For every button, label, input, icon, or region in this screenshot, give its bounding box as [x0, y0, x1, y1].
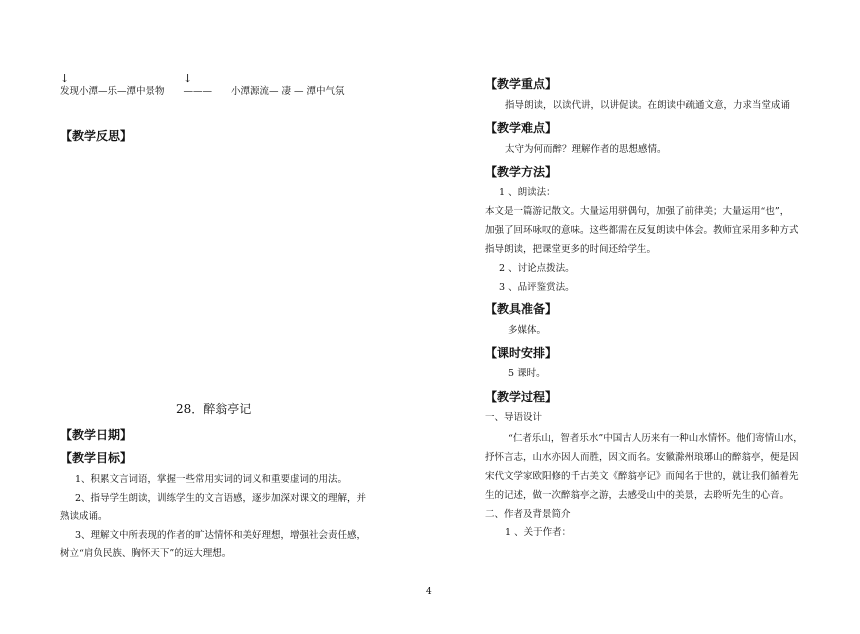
tools-text: 多媒体。: [508, 325, 547, 336]
goal-3-line-1: 3、理解文中所表现的作者的旷达情怀和美好理想，增强社会责任感，: [75, 530, 367, 541]
process-heading: 【教学过程】: [485, 390, 558, 404]
hours-heading: 【课时安排】: [485, 346, 558, 360]
goal-2-line-2: 熟读成诵。: [60, 511, 108, 522]
difficulty-text: 太守为何而醉？理解作者的思想感情。: [505, 144, 667, 155]
method-1-text-line-2: 加强了回环咏叹的意味。这些都需在反复朗读中体会。教师宜采用多种方式: [485, 225, 799, 236]
process-1-text-line-4: 生的记述，做一次醉翁亭之游，去感受山中的美景，去聆听先生的心音。: [485, 490, 790, 501]
focus-text: 指导朗读，以读代讲，以讲促读。在朗读中疏通文意，力求当堂成诵: [505, 100, 791, 111]
process-2-sub: 1 、关于作者：: [505, 527, 572, 538]
focus-heading: 【教学重点】: [485, 77, 558, 91]
hours-text: 5 课时。: [508, 368, 546, 379]
process-1-text-line-3: 宋代文学家欧阳修的千古美文《醉翁亭记》而闻名于世的，就让我们循着先: [485, 471, 799, 482]
goal-3-line-2: 树立“肩负民族、胸怀天下”的远大理想。: [60, 548, 232, 559]
method-1-text-line-3: 指导朗读，把课堂更多的时间还给学生。: [485, 244, 657, 255]
reflection-heading: 【教学反思】: [60, 129, 133, 143]
tools-heading: 【教具准备】: [485, 302, 558, 316]
lesson-title: 28．醉翁亭记: [176, 402, 252, 416]
flow-line: 发现小潭—乐—潭中景物 ——— 小潭源流— 凄 — 潭中气氛: [60, 86, 345, 97]
process-2: 二、作者及背景简介: [485, 509, 571, 520]
goal-2-line-1: 2、指导学生朗读，训练学生的文言语感，逐步加深对课文的理解，并: [75, 493, 367, 504]
down-arrow-icon: ↓: [183, 72, 193, 85]
down-arrow-icon: ↓: [60, 72, 70, 85]
process-1-text-line-2: 抒怀言志，山水亦因人而胜，因文而名。安徽滁州琅琊山的醉翁亭，便是因: [485, 452, 799, 463]
process-1: 一、导语设计: [485, 412, 543, 423]
process-1-text-line-1: “仁者乐山，智者乐水”中国古人历来有一种山水情怀。他们寄情山水，: [508, 433, 803, 444]
method-heading: 【教学方法】: [485, 165, 558, 179]
method-3: 3 、品评鉴赏法。: [499, 282, 575, 293]
date-heading: 【教学日期】: [60, 428, 133, 442]
method-2: 2 、讨论点拨法。: [499, 263, 575, 274]
page-number: 4: [426, 587, 432, 597]
difficulty-heading: 【教学难点】: [485, 121, 558, 135]
method-1-text-line-1: 本文是一篇游记散文。大量运用骈偶句，加强了前律美；大量运用“也”，: [485, 206, 790, 217]
goal-1: 1、积累文言词语，掌握一些常用实词的词义和重要虚词的用法。: [75, 474, 348, 485]
goals-heading: 【教学目标】: [60, 451, 133, 465]
method-1: 1 、朗读法：: [499, 187, 556, 198]
